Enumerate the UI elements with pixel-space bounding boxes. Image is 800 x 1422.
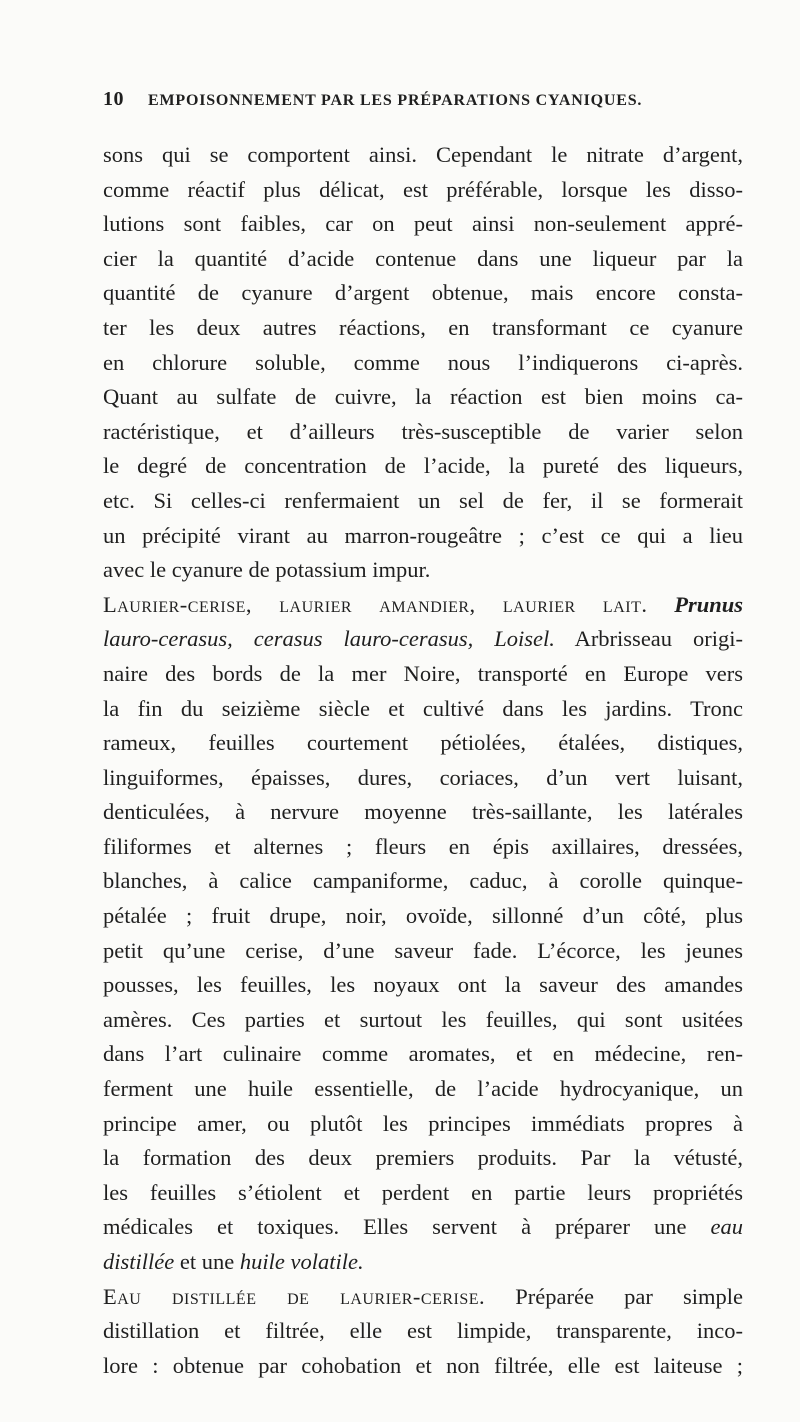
text-line <box>103 588 743 623</box>
text-line: la fin du seizième siècle et cultivé dans les jardins. Tronc <box>103 695 743 721</box>
text-line: en chlorure soluble, comme nous l’indiquerons ci-après. <box>103 349 743 375</box>
text-line: distillation et filtrée, elle est limpide, transparente, inco- <box>103 1318 743 1344</box>
text-line: dans l’art culinaire comme aromates, et en médecine, ren- <box>103 1041 743 1067</box>
text-run: Eau distillée de laurier-cerise. <box>103 1283 486 1309</box>
text-line: denticulées, à nervure moyenne très-saillante, les latérales <box>103 799 743 825</box>
text-run: lauro-cerasus, cerasus lauro-cerasus, Loisel. <box>103 626 555 652</box>
text-line: lore : obtenue par cohobation et non filtrée, elle est laiteuse ; <box>103 1352 743 1378</box>
text-line: principe amer, ou plutôt les principes immédiats propres à <box>103 1110 743 1136</box>
text-line: ferment une huile essentielle, de l’acide hydrocyanique, un <box>103 1076 743 1102</box>
text-run: Préparée par simple <box>485 1283 743 1309</box>
body-text <box>103 138 743 1383</box>
running-title: EMPOISONNEMENT PAR LES PRÉPARATIONS CYANIQUES. <box>148 92 643 109</box>
text-line: la formation des deux premiers produits. Par la vétusté, <box>103 1145 743 1171</box>
text-run: Laurier-cerise, laurier amandier, laurier lait. <box>103 591 648 617</box>
text-line <box>103 622 743 657</box>
text-line: pétalée ; fruit drupe, noir, ovoïde, sillonné d’un côté, plus <box>103 903 743 929</box>
page-number: 10 <box>103 88 124 110</box>
text-line: etc. Si celles-ci renfermaient un sel de fer, il se formerait <box>103 487 743 513</box>
text-line: naire des bords de la mer Noire, transporté en Europe vers <box>103 660 743 686</box>
text-run: médicales et toxiques. Elles servent à préparer une <box>103 1214 711 1240</box>
text-run: huile volatile. <box>239 1249 364 1274</box>
text-line: comme réactif plus délicat, est préférable, lorsque les disso- <box>103 176 743 202</box>
text-run: Prunus <box>674 591 743 617</box>
text-line <box>103 1245 743 1280</box>
text-line: les feuilles s’étiolent et perdent en partie leurs propriétés <box>103 1179 743 1205</box>
text-line: pousses, les feuilles, les noyaux ont la saveur des amandes <box>103 972 743 998</box>
text-line: petit qu’une cerise, d’une saveur fade. L’écorce, les jeunes <box>103 937 743 963</box>
text-line: ter les deux autres réactions, en transformant ce cyanure <box>103 314 743 340</box>
text-line: filiformes et alternes ; fleurs en épis axillaires, dressées, <box>103 833 743 859</box>
text-line: ractéristique, et d’ailleurs très-susceptible de varier selon <box>103 418 743 444</box>
text-line: sons qui se comportent ainsi. Cependant le nitrate d’argent, <box>103 142 743 167</box>
text-run: distillée <box>103 1249 175 1274</box>
running-head <box>103 88 743 112</box>
text-line: un précipité virant au marron-rougeâtre ; c’est ce qui a lieu <box>103 522 743 548</box>
text-line: Quant au sulfate de cuivre, la réaction est bien moins ca- <box>103 384 743 410</box>
text-line: lutions sont faibles, car on peut ainsi non-seulement appré- <box>103 211 743 237</box>
text-run: eau <box>710 1214 743 1240</box>
text-line: linguiformes, épaisses, dures, coriaces, d’un vert luisant, <box>103 764 743 790</box>
text-run: Arbrisseau origi- <box>554 626 743 652</box>
text-line: amères. Ces parties et surtout les feuilles, qui sont usitées <box>103 1006 743 1032</box>
text-line: le degré de concentration de l’acide, la pureté des liqueurs, <box>103 453 743 479</box>
text-run: et une <box>174 1249 240 1274</box>
text-line: avec le cyanure de potassium impur. <box>103 557 431 583</box>
text-line: cier la quantité d’acide contenue dans une liqueur par la <box>103 245 743 271</box>
text-run <box>647 592 674 617</box>
text-line: quantité de cyanure d’argent obtenue, mais encore consta- <box>103 280 743 306</box>
text-line: rameux, feuilles courtement pétiolées, étalées, distiques, <box>103 730 743 756</box>
text-line: blanches, à calice campaniforme, caduc, à corolle quinque- <box>103 868 743 894</box>
text-line <box>103 1210 743 1245</box>
text-line <box>103 1280 743 1315</box>
